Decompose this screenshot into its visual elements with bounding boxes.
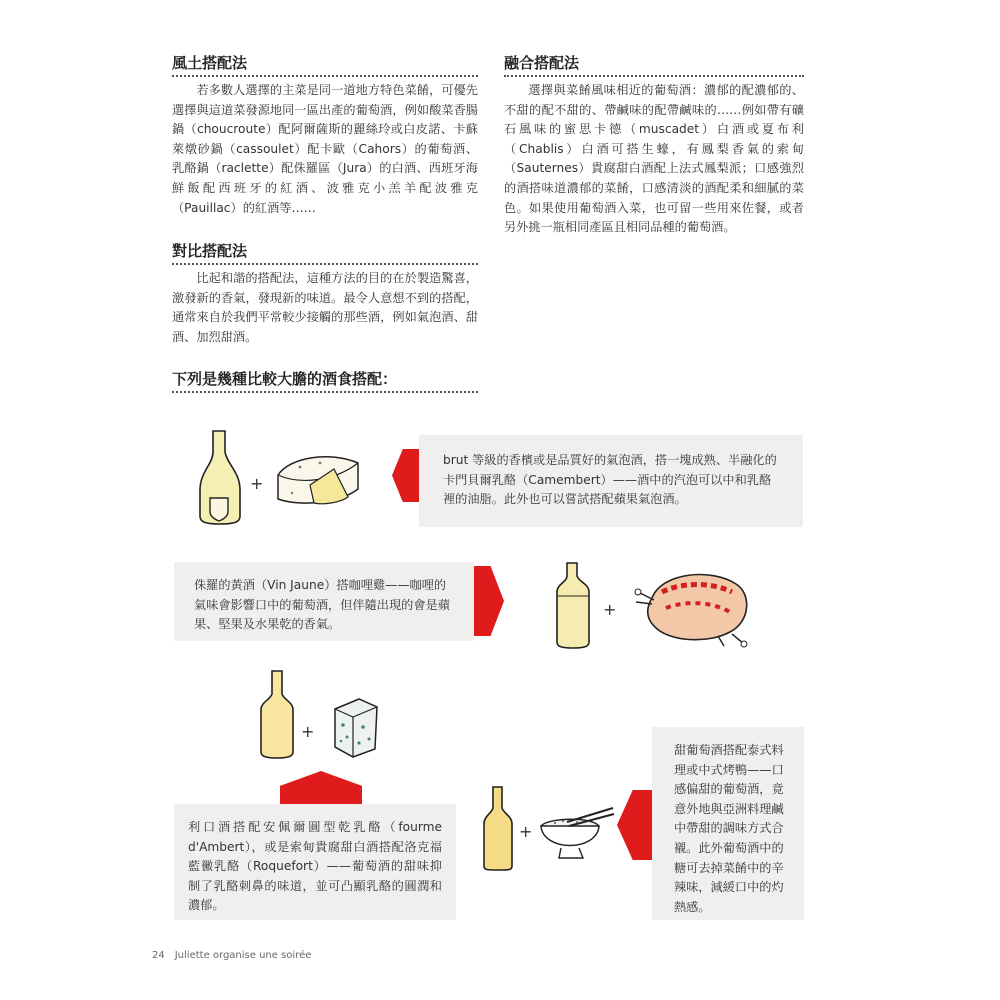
pairing-text-4: 甜葡萄酒搭配泰式料理或中式烤鴨——口感偏甜的葡萄酒，竟意外地與亞洲料理鹹中帶甜的調味方式合襯。此外葡萄酒中的糖可去掉菜餚中的辛辣味，減緩口中的灼熱感。 — [674, 743, 784, 914]
terroir-text: 若多數人選擇的主菜是同一道地方特色菜餚，可優先選擇與這道菜發源地同一區出產的葡萄酒，例如酸菜香腸鍋（choucroute）配阿爾薩斯的麗絲玲或白皮諾、卡蘇萊燉砂鍋（cassoulet）配卡歐（Cahors）的葡萄酒、乳酪鍋（raclette）配侏羅區（Jura）的白酒、西班牙海鮮飯配西班牙的紅酒、波雅克小羔羊配波雅克（Pauillac）的紅酒等…… — [172, 83, 478, 215]
fusion-title: 融合搭配法 — [504, 54, 580, 72]
pairing-box-3 — [174, 804, 456, 920]
plus-sign-2: + — [603, 600, 617, 619]
champagne-bottle-icon — [195, 428, 245, 526]
fusion-text: 選擇與菜餚風味相近的葡萄酒：濃郁的配濃郁的、不甜的配不甜的、帶鹹味的配帶鹹味的……例如帶有礦石風味的蜜思卡德（muscadet）白酒或夏布利（Chablis）白酒可搭生蠔，有鳳梨香氣的索甸（Sauternes）貴腐甜白酒配上法式鳳梨派；口感強烈的酒搭味道濃郁的菜餚，口感清淡的酒配柔和細膩的菜色。如果使用葡萄酒入菜，也可留一些用來佐餐，或者另外挑一瓶相同產區且相同品種的葡萄酒。 — [504, 83, 804, 235]
rice-bowl-chopsticks-icon — [537, 806, 615, 870]
terroir-divider — [172, 75, 478, 77]
pairing-box-2 — [174, 562, 474, 641]
pairing-box-4 — [652, 727, 804, 920]
pairing-text-3: 利口酒搭配安佩爾圓型乾乳酪（fourme d'Ambert），或是索甸貴腐甜白酒搭配洛克福藍黴乳酪（Roquefort）——葡萄酒的甜味抑制了乳酪刺鼻的味道，並可凸顯乳酪的圓潤和濃郁。 — [188, 820, 442, 913]
plus-sign-4: + — [519, 822, 533, 841]
page-number: 24 — [152, 950, 165, 961]
pointer-arrow-1 — [392, 449, 419, 502]
pointer-arrow-2 — [474, 566, 504, 636]
plus-sign-1: + — [250, 474, 264, 493]
vin-jaune-bottle-icon — [553, 560, 593, 650]
plus-sign-3: + — [301, 722, 315, 741]
bold-pairings-divider — [172, 391, 478, 393]
contrast-divider — [172, 263, 478, 265]
contrast-title: 對比搭配法 — [172, 242, 248, 260]
camembert-icon — [270, 445, 370, 517]
page-footer — [152, 950, 321, 961]
contrast-text: 比起和諧的搭配法，這種方法的目的在於製造驚喜，激發新的香氣，發現新的味道。最令人意想不到的搭配，通常來自於我們平常較少接觸的那些酒，例如氣泡酒、甜酒、加烈甜酒。 — [172, 271, 478, 344]
pointer-arrow-3 — [280, 771, 362, 804]
blue-cheese-icon — [329, 695, 381, 759]
pairing-text-1: brut 等級的香檳或是品質好的氣泡酒，搭一塊成熟、半融化的卡門貝爾乳酪（Camembert）——酒中的汽泡可以中和乳酪裡的油脂。此外也可以嘗試搭配蘋果氣泡酒。 — [443, 453, 777, 507]
fusion-divider — [504, 75, 804, 77]
roast-chicken-icon — [632, 562, 756, 648]
pairing-box-1 — [419, 435, 803, 527]
sweet-wine-bottle-icon — [480, 784, 516, 872]
book-title: Juliette organise une soirée — [174, 950, 312, 961]
bold-pairings-title: 下列是幾種比較大膽的酒食搭配： — [172, 370, 398, 388]
pointer-arrow-4 — [617, 790, 652, 860]
liqueur-bottle-icon — [257, 668, 297, 760]
terroir-title: 風土搭配法 — [172, 54, 248, 72]
pairing-text-2: 侏羅的黃酒（Vin Jaune）搭咖哩雞——咖哩的氣味會影響口中的葡萄酒，但伴隨出現的會是蘋果、堅果及水果乾的香氣。 — [194, 578, 450, 632]
